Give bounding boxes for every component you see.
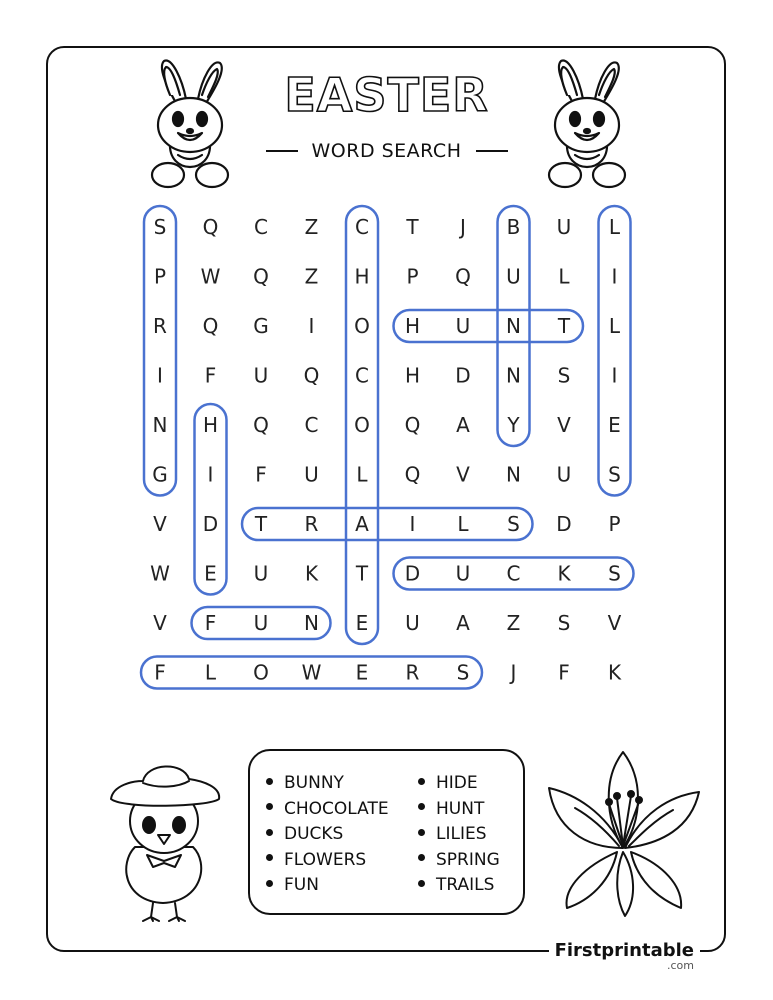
list-item bbox=[266, 822, 389, 848]
grid-letter[interactable]: A bbox=[456, 611, 470, 635]
page-subtitle: WORD SEARCH bbox=[311, 140, 462, 162]
list-item bbox=[418, 848, 500, 874]
grid-letter[interactable]: U bbox=[556, 215, 572, 239]
grid-letter[interactable]: F bbox=[558, 660, 570, 685]
grid-letter[interactable]: S bbox=[456, 660, 470, 685]
grid-letter[interactable]: V bbox=[607, 611, 622, 635]
grid-letter[interactable]: C bbox=[506, 561, 521, 586]
grid-letter[interactable]: I bbox=[207, 462, 214, 487]
list-item bbox=[266, 848, 389, 874]
bullet-icon bbox=[418, 778, 425, 785]
brand-domain: .com bbox=[667, 958, 694, 972]
grid-letter[interactable]: W bbox=[301, 660, 322, 685]
grid-letter[interactable]: L bbox=[457, 512, 469, 536]
grid-letter[interactable]: S bbox=[507, 512, 520, 536]
grid-letter[interactable]: H bbox=[354, 264, 370, 289]
grid-letter[interactable]: V bbox=[557, 413, 571, 437]
word-label: SPRING bbox=[436, 849, 500, 870]
word-label: BUNNY bbox=[284, 773, 344, 793]
grid-letter[interactable]: N bbox=[506, 363, 521, 388]
chick-illustration bbox=[103, 745, 225, 923]
found-word-ring bbox=[599, 206, 631, 496]
grid-letter[interactable]: T bbox=[254, 512, 268, 536]
grid-letter[interactable]: R bbox=[153, 314, 167, 338]
grid-letter[interactable]: D bbox=[455, 363, 471, 388]
grid-letter[interactable]: N bbox=[506, 314, 521, 338]
grid-letter[interactable]: U bbox=[253, 611, 269, 635]
grid-letter[interactable]: E bbox=[608, 413, 621, 437]
grid-letter[interactable]: L bbox=[558, 264, 570, 289]
list-item bbox=[418, 873, 500, 899]
grid-letter[interactable]: Z bbox=[506, 611, 521, 635]
grid-letter[interactable]: H bbox=[404, 314, 421, 338]
grid-letter[interactable]: N bbox=[304, 611, 319, 635]
grid-letter[interactable]: G bbox=[253, 314, 269, 338]
bullet-icon bbox=[418, 829, 425, 836]
grid-letter[interactable]: F bbox=[154, 660, 166, 685]
grid-letter[interactable]: Q bbox=[253, 264, 269, 289]
grid-letter[interactable]: O bbox=[354, 413, 370, 437]
grid-letter[interactable]: F bbox=[204, 611, 217, 635]
grid-letter[interactable]: L bbox=[608, 215, 621, 239]
grid-letter[interactable]: K bbox=[607, 660, 622, 685]
grid-letter[interactable]: J bbox=[460, 215, 466, 239]
bullet-icon bbox=[266, 778, 273, 785]
grid-letter[interactable]: K bbox=[557, 561, 571, 586]
brand-name: Firstprintable bbox=[554, 940, 694, 961]
bullet-icon bbox=[266, 880, 273, 887]
bullet-icon bbox=[418, 880, 425, 887]
grid-letter[interactable]: O bbox=[354, 314, 370, 338]
grid-letter[interactable]: F bbox=[204, 363, 217, 388]
grid-letter[interactable]: G bbox=[152, 462, 168, 487]
grid-letter[interactable]: E bbox=[355, 660, 369, 685]
grid-letter[interactable]: C bbox=[355, 363, 369, 388]
word-label: HUNT bbox=[436, 798, 485, 819]
grid-letter[interactable]: H bbox=[202, 413, 219, 437]
list-item bbox=[266, 797, 389, 823]
grid-letter[interactable]: U bbox=[556, 462, 572, 487]
grid-letter[interactable]: Q bbox=[303, 363, 320, 388]
grid-letter[interactable]: N bbox=[152, 413, 168, 437]
grid-letter[interactable]: P bbox=[608, 512, 621, 536]
bullet-icon bbox=[418, 854, 425, 861]
grid-letter[interactable]: I bbox=[409, 512, 416, 536]
grid-letter[interactable]: T bbox=[406, 215, 419, 239]
grid-letter[interactable]: H bbox=[404, 363, 421, 388]
grid-letter[interactable]: P bbox=[153, 264, 167, 289]
grid-letter[interactable]: Q bbox=[202, 215, 219, 239]
grid-letter[interactable]: E bbox=[355, 611, 369, 635]
grid-letter[interactable]: Q bbox=[455, 264, 471, 289]
word-label: CHOCOLATE bbox=[284, 798, 389, 819]
word-list-right bbox=[418, 771, 500, 899]
grid-letter[interactable]: Q bbox=[202, 314, 219, 338]
bullet-icon bbox=[266, 803, 273, 810]
list-item bbox=[418, 797, 500, 823]
grid-letter[interactable]: U bbox=[506, 264, 521, 289]
found-word-ring bbox=[394, 310, 584, 342]
grid-letter[interactable]: Y bbox=[507, 413, 520, 437]
grid-letter[interactable]: N bbox=[506, 462, 521, 487]
grid-letter[interactable]: D bbox=[556, 512, 572, 536]
grid-letter[interactable]: U bbox=[253, 363, 269, 388]
list-item bbox=[266, 873, 389, 899]
grid-letter[interactable]: V bbox=[153, 512, 167, 536]
grid-letter[interactable]: C bbox=[254, 215, 268, 239]
grid-letter[interactable]: S bbox=[153, 215, 167, 239]
word-list-left bbox=[266, 771, 389, 899]
list-item bbox=[266, 771, 389, 797]
lily-illustration bbox=[545, 748, 703, 918]
grid-letter[interactable]: L bbox=[204, 660, 217, 685]
grid-letter[interactable]: J bbox=[510, 660, 517, 685]
grid-letter[interactable]: I bbox=[157, 363, 163, 388]
brand-logo bbox=[549, 941, 700, 971]
word-label: TRAILS bbox=[436, 875, 495, 895]
grid-letter[interactable]: D bbox=[404, 561, 421, 586]
list-item bbox=[418, 771, 500, 797]
grid-letter[interactable]: C bbox=[304, 413, 319, 437]
grid-letter[interactable]: E bbox=[204, 561, 217, 586]
grid-letter[interactable]: S bbox=[557, 611, 571, 635]
grid-letter[interactable]: R bbox=[405, 660, 420, 685]
word-label: DUCKS bbox=[284, 824, 344, 844]
grid-letter[interactable]: Q bbox=[253, 413, 269, 437]
word-list-box bbox=[248, 749, 525, 915]
list-item bbox=[418, 822, 500, 848]
grid-letter[interactable]: L bbox=[356, 462, 368, 487]
grid-letter[interactable]: S bbox=[608, 561, 621, 586]
grid-letter[interactable]: C bbox=[355, 215, 369, 239]
grid-letter[interactable]: Q bbox=[404, 462, 421, 487]
grid-letter[interactable]: U bbox=[405, 611, 420, 635]
grid-letter[interactable]: Z bbox=[304, 215, 319, 239]
grid-letter[interactable]: F bbox=[255, 462, 267, 487]
grid-letter[interactable]: V bbox=[153, 611, 167, 635]
grid-letter[interactable]: Z bbox=[304, 264, 319, 289]
grid-letter[interactable]: D bbox=[202, 512, 219, 536]
word-label: HIDE bbox=[436, 773, 478, 793]
grid-letter[interactable]: S bbox=[608, 462, 621, 487]
grid-letter[interactable]: U bbox=[455, 314, 471, 338]
grid-letter[interactable]: A bbox=[456, 413, 470, 437]
grid-letter[interactable]: I bbox=[611, 264, 618, 289]
word-label: FLOWERS bbox=[284, 849, 367, 870]
found-word-ring bbox=[242, 508, 533, 540]
grid-letter[interactable]: R bbox=[304, 512, 319, 536]
word-label: FUN bbox=[284, 875, 319, 895]
grid-letter[interactable]: U bbox=[304, 462, 319, 487]
grid-letter[interactable]: U bbox=[253, 561, 269, 586]
word-label: LILIES bbox=[436, 824, 487, 844]
grid-letter[interactable]: W bbox=[150, 561, 170, 586]
grid-letter[interactable]: O bbox=[253, 660, 269, 685]
grid-letter[interactable]: W bbox=[200, 264, 221, 289]
grid-letter[interactable]: L bbox=[608, 314, 621, 338]
page-title: EASTER bbox=[284, 68, 489, 122]
grid-letter[interactable]: Q bbox=[404, 413, 421, 437]
grid-letter[interactable]: P bbox=[406, 264, 419, 289]
grid-letter[interactable]: B bbox=[506, 215, 521, 239]
grid-letter[interactable]: T bbox=[355, 561, 369, 586]
grid-letter[interactable]: V bbox=[456, 462, 470, 487]
grid-letter[interactable]: A bbox=[355, 512, 369, 536]
grid-letter[interactable]: S bbox=[557, 363, 571, 388]
found-word-ring bbox=[144, 206, 176, 496]
bullet-icon bbox=[266, 854, 273, 861]
grid-letter[interactable]: T bbox=[557, 314, 571, 338]
grid-letter[interactable]: U bbox=[455, 561, 471, 586]
grid-letter[interactable]: I bbox=[611, 363, 618, 388]
grid-letter[interactable]: K bbox=[304, 561, 319, 586]
bullet-icon bbox=[418, 803, 425, 810]
bullet-icon bbox=[266, 829, 273, 836]
grid-letter[interactable]: I bbox=[308, 314, 315, 338]
